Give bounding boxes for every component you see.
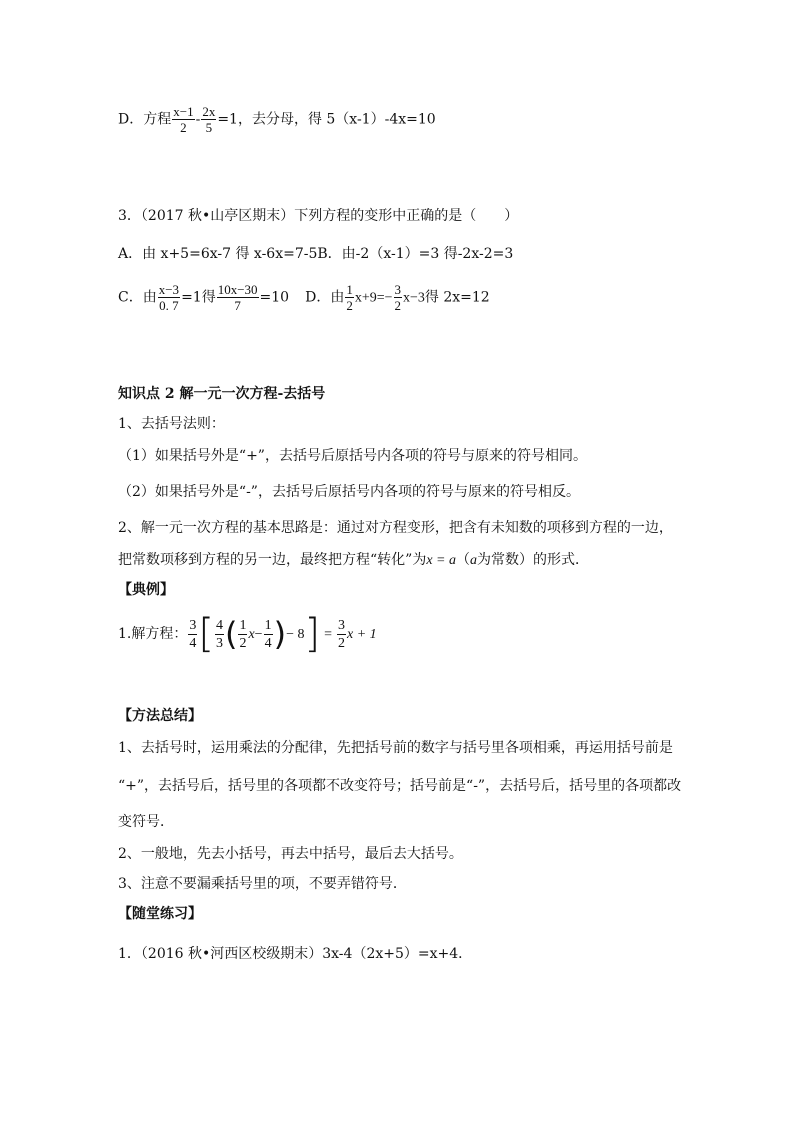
idea-text-c: 为常数）的形式． xyxy=(477,552,589,568)
summary-p3: 3、注意不要漏乘括号里的项，不要弄错符号． xyxy=(118,876,407,892)
denominator: 2 xyxy=(346,298,353,313)
practice-heading: 【随堂练习】 xyxy=(118,906,202,922)
denominator: 2 xyxy=(394,298,402,313)
fraction xyxy=(215,617,224,652)
left-bracket: [ xyxy=(198,611,214,657)
example-equation xyxy=(118,611,377,657)
rule-item-2: （2）如果括号外是“-”，去括号后原括号内各项的符号与原来的符号相反。 xyxy=(118,484,580,500)
idea-text-a: 把常数项移到方程的另一边，最终把方程“转化”为 xyxy=(118,552,427,568)
fraction xyxy=(264,617,273,652)
idea-line-1: 2、解一元一次方程的基本思路是：通过对方程变形，把含有未知数的项移到方程的一边， xyxy=(118,520,673,536)
right-bracket: ] xyxy=(304,611,321,657)
minus-sign: − xyxy=(254,627,263,642)
rule-item-1: （1）如果括号外是“+”，去括号后原括号内各项的符号与原来的符号相同。 xyxy=(118,448,587,464)
q3-option-c-suffix: =10 xyxy=(259,289,290,306)
denominator: 2 xyxy=(239,635,247,651)
fraction xyxy=(345,282,354,313)
rule-heading: 1、去括号法则： xyxy=(118,416,225,432)
q3-option-a: A．由 x+5=6x-7 得 x-6x=7-5 xyxy=(118,246,318,262)
practice-question-1: 1．（2016 秋•河西区校级期末）3x-4（2x+5）=x+4． xyxy=(118,946,473,962)
denominator: 4 xyxy=(189,635,197,651)
denominator: 2 xyxy=(180,120,187,135)
equals-sign: = xyxy=(324,627,332,642)
fraction xyxy=(158,282,180,313)
denominator: 5 xyxy=(205,120,213,135)
example-heading: 【典例】 xyxy=(118,582,174,598)
numerator: 1 xyxy=(239,617,247,633)
math-variable: a xyxy=(470,553,477,568)
rhs-tail: x + 1 xyxy=(346,627,377,642)
denominator: 2 xyxy=(337,635,345,651)
fraction xyxy=(394,282,403,313)
prev-option-d-suffix: =1，去分母，得 5（x-1）-4x=10 xyxy=(217,111,436,128)
example-label: 1.解方程： xyxy=(118,626,188,642)
idea-text-b: （ xyxy=(456,552,470,568)
minus-sign: - xyxy=(195,111,201,128)
fraction xyxy=(337,617,346,652)
fraction xyxy=(172,104,194,135)
q3-option-d-suffix: 得 2x=12 xyxy=(424,289,490,306)
numerator: 10x−30 xyxy=(217,282,258,297)
math-expression: x = a xyxy=(426,553,456,568)
fraction xyxy=(217,282,259,313)
q3-option-d-mid: x+9=− xyxy=(354,290,393,306)
q3-option-c-prefix: C．由 xyxy=(118,289,157,306)
numerator: 1 xyxy=(264,617,272,633)
numerator: 4 xyxy=(215,617,223,633)
denominator: 3 xyxy=(215,635,223,651)
idea-line-2 xyxy=(118,550,589,571)
summary-p2: 2、一般地，先去小括号，再去中括号，最后去大括号。 xyxy=(118,846,463,862)
q3-option-d-tail: x−3 xyxy=(403,290,425,306)
prev-option-d-prefix: D．方程 xyxy=(118,111,172,128)
denominator: 0. 7 xyxy=(159,298,179,313)
numerator: x−3 xyxy=(158,282,180,297)
q3-options-ab xyxy=(118,244,513,264)
fraction xyxy=(238,617,247,652)
numerator: 3 xyxy=(394,282,402,297)
q3-stem: 3．（2017 秋•山亭区期末）下列方程的变形中正确的是（ ） xyxy=(118,208,519,224)
fraction xyxy=(201,104,216,135)
numerator: x−1 xyxy=(173,104,194,119)
numerator: 1 xyxy=(346,282,353,297)
numerator: 2x xyxy=(202,104,216,119)
summary-p1-line2: “+”，去括号后，括号里的各项都不改变符号；括号前是“-”，去括号后，括号里的各项都改 xyxy=(118,778,682,794)
denominator: 4 xyxy=(264,635,272,651)
section-title: 知识点 2 解一元一次方程-去括号 xyxy=(118,386,326,402)
variable-x: x xyxy=(248,627,255,642)
numerator: 3 xyxy=(337,617,345,633)
q3-options-cd xyxy=(118,282,490,313)
q3-option-b: B．由-2（x-1）=3 得-2x-2=3 xyxy=(317,246,514,262)
summary-p1-line1: 1、去括号时，运用乘法的分配律，先把括号前的数字与括号里各项相乘，再运用括号前是 xyxy=(118,740,673,756)
right-paren: ) xyxy=(273,615,287,653)
q3-option-d-prefix: D．由 xyxy=(305,289,345,306)
denominator: 7 xyxy=(234,298,241,313)
left-paren: ( xyxy=(224,615,238,653)
summary-heading: 【方法总结】 xyxy=(118,708,202,724)
q3-option-c-mid: =1得 xyxy=(181,289,216,306)
fraction xyxy=(188,617,197,652)
numerator: 3 xyxy=(189,617,197,633)
minus-eight: − 8 xyxy=(286,627,305,642)
prev-option-d xyxy=(118,104,436,135)
summary-p1-line3: 变符号． xyxy=(118,814,174,830)
